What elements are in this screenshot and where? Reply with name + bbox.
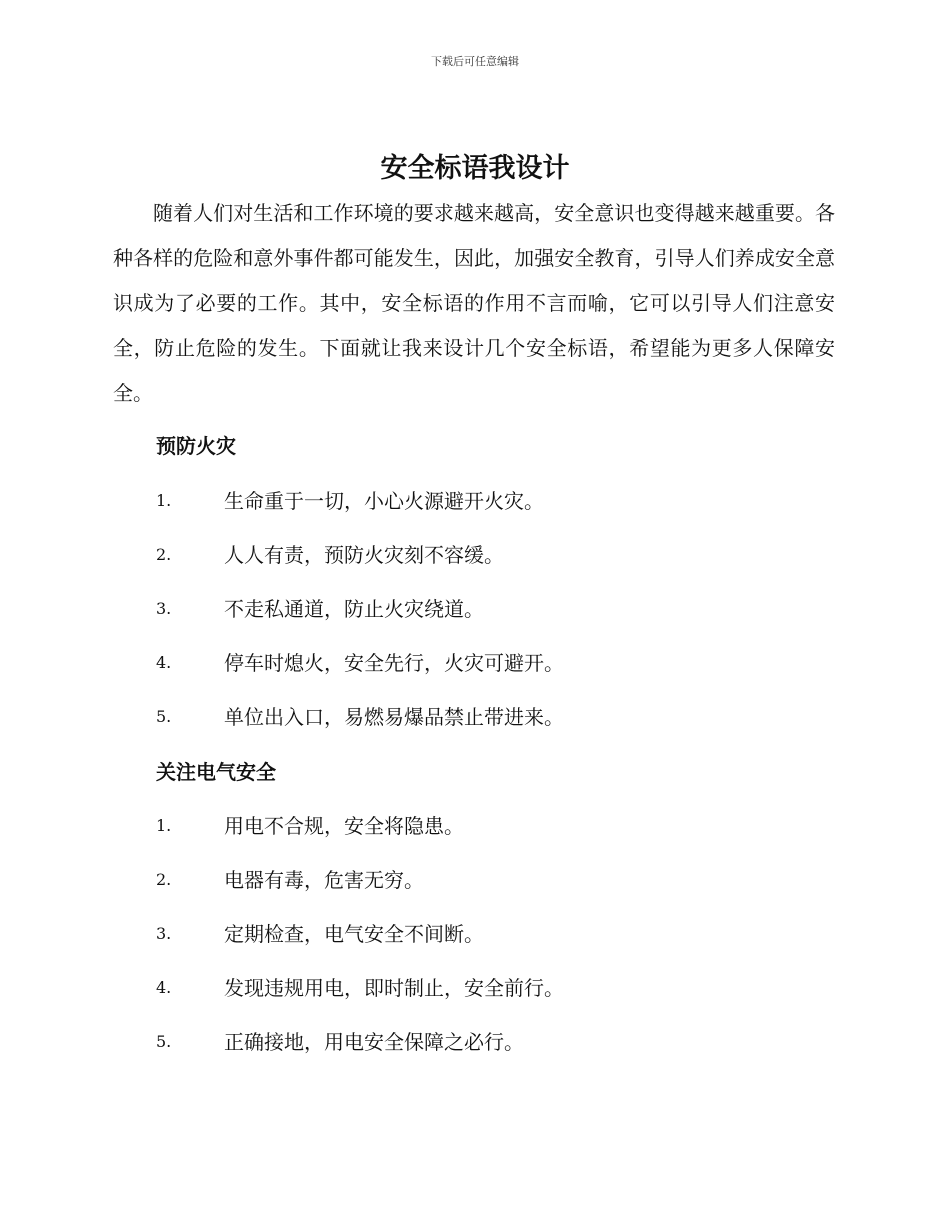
document-title: 安全标语我设计	[380, 153, 570, 184]
list-number: 5.	[156, 1032, 172, 1051]
list-number: 4.	[156, 978, 172, 997]
list-text: 停车时熄火，安全先行，火灾可避开。	[224, 651, 564, 675]
list-item	[156, 594, 836, 624]
list-item	[156, 540, 836, 570]
list-text: 生命重于一切，小心火源避开火灾。	[224, 489, 544, 513]
list-number: 3.	[156, 599, 172, 618]
section-heading-fire: 预防火灾	[156, 434, 236, 458]
list-item	[156, 702, 836, 732]
list-item	[156, 865, 836, 895]
list-number: 5.	[156, 707, 172, 726]
list-text: 用电不合规，安全将隐患。	[224, 814, 464, 838]
list-text: 单位出入口，易燃易爆品禁止带进来。	[224, 705, 564, 729]
list-item	[156, 919, 836, 949]
list-text: 电器有毒，危害无穷。	[224, 868, 424, 892]
section-heading-electrical: 关注电气安全	[156, 760, 276, 784]
list-item	[156, 1027, 836, 1057]
list-number: 1.	[156, 491, 172, 510]
list-number: 1.	[156, 816, 172, 835]
list-number: 2.	[156, 870, 172, 889]
list-number: 3.	[156, 924, 172, 943]
list-item	[156, 648, 836, 678]
list-item	[156, 973, 836, 1003]
list-item	[156, 811, 836, 841]
list-text: 发现违规用电，即时制止，安全前行。	[224, 976, 564, 1000]
list-number: 4.	[156, 653, 172, 672]
list-text: 人人有责，预防火灾刻不容缓。	[224, 543, 504, 567]
list-text: 正确接地，用电安全保障之必行。	[224, 1030, 524, 1054]
list-text: 不走私通道，防止火灾绕道。	[224, 597, 484, 621]
list-text: 定期检查，电气安全不间断。	[224, 922, 484, 946]
intro-paragraph: 随着人们对生活和工作环境的要求越来越高，安全意识也变得越来越重要。各种各样的危险和意外事件都可能发生，因此，加强安全教育，引导人们养成安全意识成为了必要的工作。其中，安全标语的作用不言而喻，它可以引导人们注意安全，防止危险的发生。下面就让我来设计几个安全标语，希望能为更多人保障安全。	[113, 201, 835, 405]
list-item	[156, 486, 836, 516]
page-header-note: 下载后可任意编辑	[431, 55, 519, 68]
list-number: 2.	[156, 545, 172, 564]
